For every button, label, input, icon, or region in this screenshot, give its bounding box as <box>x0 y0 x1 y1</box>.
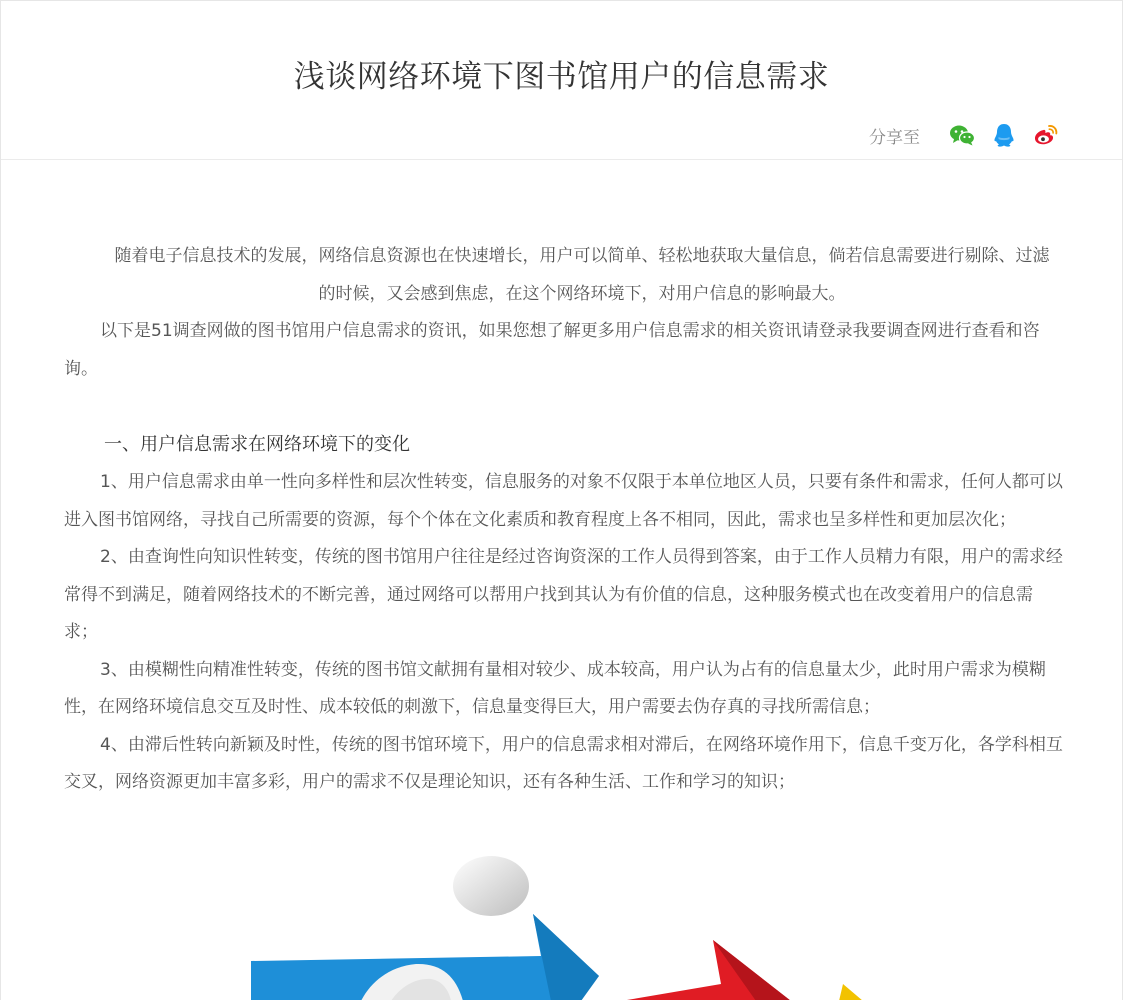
yellow-arrow <box>839 984 863 1000</box>
point-paragraph-3: 3、由模糊性向精准性转变，传统的图书馆文献拥有量相对较少、成本较高，用户认为占有的信息量太少，此时用户需求为模糊性，在网络环境信息交互及时性、成本较低的刺激下，信息量变得巨大，用户需要去伪存真的寻找所需信息； <box>64 659 1046 717</box>
intro-line-2: 的时候，又会感到焦虑，在这个网络环境下，对用户信息的影响最大。 <box>318 283 846 304</box>
wechat-icon[interactable] <box>948 121 976 149</box>
point-paragraph-2: 2、由查询性向知识性转变，传统的图书馆用户往往是经过咨询资深的工作人员得到答案，由于工作人员精力有限，用户的需求经常得不到满足，随着网络技术的不断完善，通过网络可以帮用户找到其认为有价值的信息，这种服务模式也在改变着用户的信息需求； <box>64 547 1063 642</box>
lead-paragraph: 以下是51调查网做的图书馆用户信息需求的资讯，如果您想了解更多用户信息需求的相关资讯请登录我要调查网进行查看和咨询。 <box>64 321 1040 379</box>
point-paragraph-1: 1、用户信息需求由单一性向多样性和层次性转变，信息服务的对象不仅限于本单位地区人员，只要有条件和需求，任何人都可以进入图书馆网络，寻找自己所需要的资源，每个个体在文化素质和教育程度上各不相同，因此，需求也呈多样性和更加层次化； <box>64 472 1063 530</box>
qq-icon[interactable] <box>990 121 1018 149</box>
intro-line-1: 随着电子信息技术的发展，网络信息资源也在快速增长，用户可以简单、轻松地获取大量信息，倘若信息需要进行剔除、过滤 <box>114 246 1050 266</box>
white-figure-head <box>453 856 529 916</box>
share-label: 分享至 <box>869 127 920 148</box>
arrows-illustration <box>251 856 871 1000</box>
point-paragraph-4: 4、由滞后性转向新颖及时性，传统的图书馆环境下，用户的信息需求相对滞后，在网络环境作用下，信息千变万化，各学科相互交叉，网络资源更加丰富多彩，用户的需求不仅是理论知识，还有各种生活、工作和学习的知识； <box>64 734 1063 792</box>
spacer <box>64 388 1064 426</box>
section-heading: 一、用户信息需求在网络环境下的变化 <box>104 434 410 455</box>
weibo-icon[interactable] <box>1032 121 1060 149</box>
article-body <box>64 238 1064 802</box>
article-header <box>1 1 1122 160</box>
article-title: 浅谈网络环境下图书馆用户的信息需求 <box>293 59 830 95</box>
share-bar <box>869 121 1060 149</box>
article-illustration <box>251 856 871 1000</box>
